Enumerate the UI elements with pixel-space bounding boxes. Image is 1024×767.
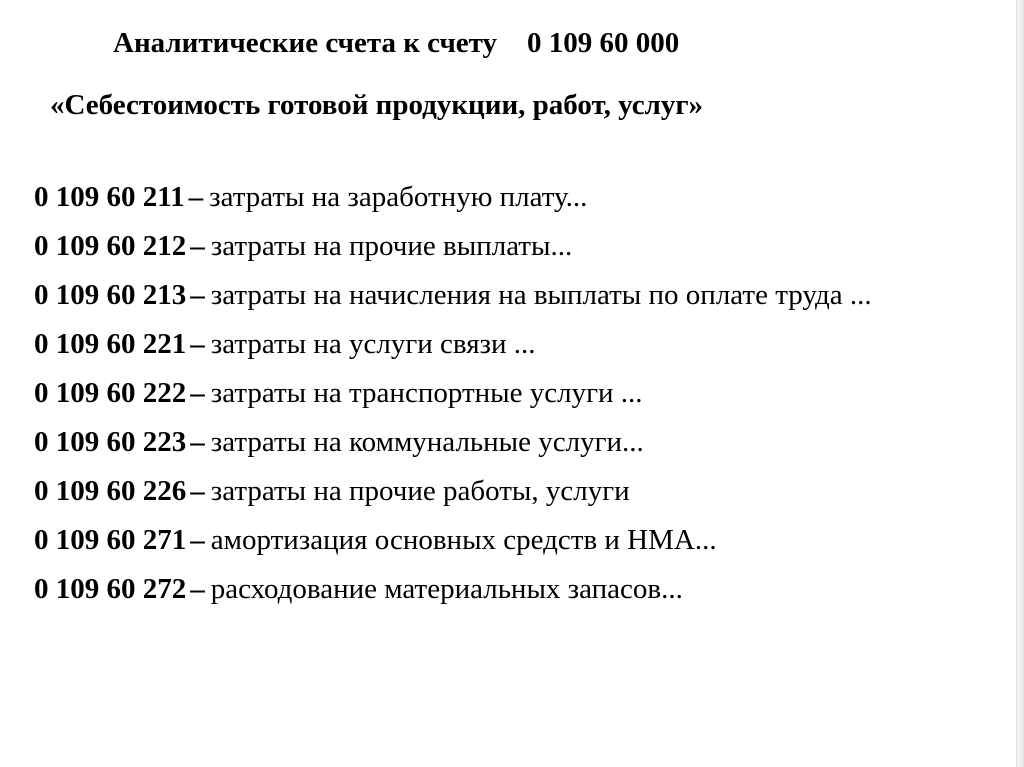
account-item [34, 277, 1004, 314]
separator-dash: – [190, 230, 205, 262]
separator-dash: – [190, 279, 205, 311]
separator-dash: – [190, 573, 205, 605]
title-text: Аналитические счета к счету [113, 27, 498, 59]
separator-dash: – [190, 377, 205, 409]
separator-dash: – [190, 475, 205, 507]
account-description: затраты на коммунальные услуги... [210, 426, 644, 458]
account-item [34, 375, 1004, 412]
account-item [34, 326, 1004, 363]
separator-dash: – [188, 181, 204, 213]
account-code: 0 109 60 211 [34, 181, 185, 213]
title-line-2: «Себестоимость готовой продукции, работ, услуг» [50, 89, 704, 121]
account-code: 0 109 60 212 [34, 230, 187, 262]
account-description: амортизация основных средств и НМА... [210, 524, 717, 556]
account-description: расходование материальных запасов... [210, 573, 683, 605]
separator-dash: – [190, 328, 205, 360]
account-code: 0 109 60 223 [34, 426, 187, 458]
account-code: 0 109 60 221 [34, 328, 187, 360]
account-description: затраты на прочие выплаты... [210, 230, 573, 262]
account-description: затраты на начисления на выплаты по оплате труда ... [210, 279, 872, 311]
account-code: 0 109 60 226 [34, 475, 187, 507]
account-description: затраты на прочие работы, услуги [210, 475, 630, 507]
slide-edge-shadow [1014, 0, 1024, 767]
account-item [34, 179, 1004, 216]
account-item [34, 228, 1004, 265]
account-description: затраты на услуги связи ... [210, 328, 536, 360]
account-item [34, 473, 1004, 510]
title-account-number: 0 109 60 000 [527, 27, 680, 59]
account-item [34, 424, 1004, 461]
account-code: 0 109 60 271 [34, 524, 187, 556]
account-code: 0 109 60 272 [34, 573, 187, 605]
account-list [34, 179, 1004, 620]
account-item [34, 522, 1004, 559]
account-description: затраты на транспортные услуги ... [210, 377, 643, 409]
title-line-1 [113, 25, 679, 61]
account-item [34, 571, 1004, 608]
account-description: затраты на заработную плату... [209, 181, 588, 213]
separator-dash: – [190, 426, 205, 458]
account-code: 0 109 60 213 [34, 279, 187, 311]
account-code: 0 109 60 222 [34, 377, 187, 409]
separator-dash: – [190, 524, 205, 556]
